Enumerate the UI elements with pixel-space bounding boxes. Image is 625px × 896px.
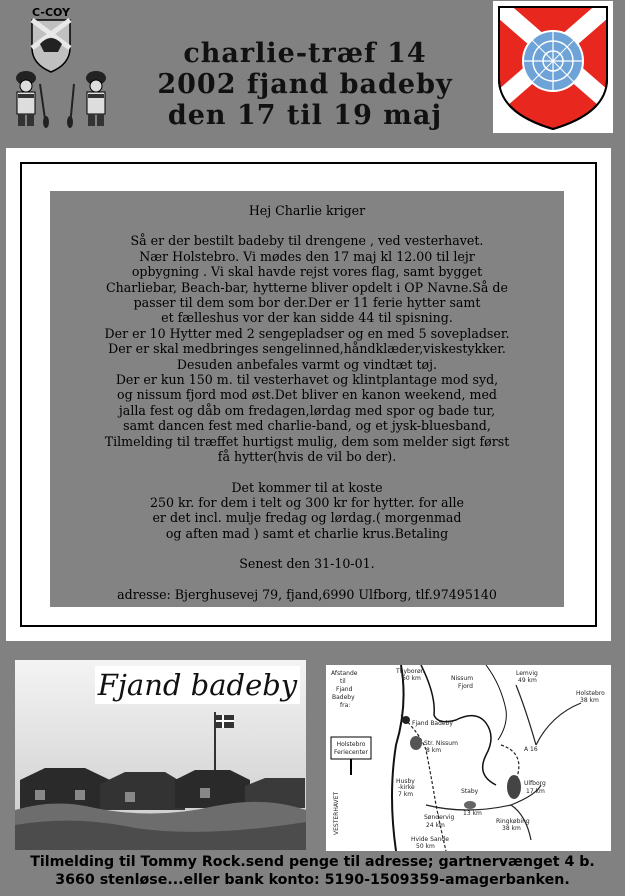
letter-line: og nissum fjord mod øst.Det bliver en kanon weekend, med [117, 387, 497, 403]
letter-line: Der er 10 Hytter med 2 sengepladser og en med 5 sovepladser. [104, 325, 510, 341]
un-crest-icon [493, 1, 613, 133]
c-coy-logo [2, 2, 120, 130]
letter-line: Tilmelding til træffet hurtigst mulig, dem som melder sigt først [104, 433, 510, 449]
header-dates: den 17 til 19 maj [167, 100, 443, 131]
map-label: 13 km [463, 810, 482, 817]
header-location: 2002 fjand badeby [157, 69, 453, 100]
letter-line: få hytter(hvis de vil bo der). [217, 449, 397, 465]
map-label: 17 km [526, 788, 545, 795]
footer-note [0, 853, 625, 889]
letter-line: og aften mad ) samt et charlie krus.Betaling [165, 525, 449, 541]
letter-address: adresse: Bjerghusevej 79, fjand,6990 Ulfborg, tlf.97495140 [117, 586, 497, 602]
map-label: 24 km [426, 822, 445, 829]
map-label: Søndervig [424, 814, 455, 821]
letter-line: passer til dem som bor der.Der er 11 ferie hytter samt [133, 295, 481, 311]
map-label: 60 km [402, 675, 421, 682]
map-label: fra: [340, 702, 351, 709]
map-label: Ringkøbing [496, 818, 530, 825]
map-label: Ulfborg [524, 780, 546, 787]
map-label: Lemvig [516, 670, 538, 677]
letter-deadline: Senest den 31-10-01. [239, 556, 375, 572]
map-label: Hvide Sande [411, 836, 449, 843]
footer-line: Tilmelding til Tommy Rock.send penge til adresse; gartnervænget 4 b. [30, 854, 595, 870]
footer-line: 3660 stenløse...eller bank konto: 5190-1509359-amagerbanken. [55, 872, 570, 888]
map-label: 38 km [580, 697, 599, 704]
map-label: Feriecenter [334, 749, 368, 756]
map-label: Holstebro [576, 690, 605, 697]
letter-line: Der er kun 150 m. til vesterhavet og klintplantage mod syd, [115, 372, 499, 388]
map-label: Staby [461, 788, 479, 795]
map-label: Thyborøn [396, 668, 425, 675]
map-label: Afstande [331, 670, 358, 677]
photo-title: Fjand badeby [95, 666, 300, 704]
map-label: Nissum [451, 675, 474, 682]
map-label: Badeby [332, 694, 355, 701]
map-label: Husby [396, 778, 415, 785]
map-label: Fjand [336, 686, 353, 693]
event-header [120, 38, 490, 131]
map-label: Fjord [458, 683, 473, 690]
letter-line: Det kommer til at koste [231, 479, 383, 495]
directions-map [326, 665, 611, 851]
letter-line: Charliebar, Beach-bar, hytterne bliver opdelt i OP Navne.Så de [106, 279, 508, 295]
letter-line: Desuden anbefales varmt og vindtæt tøj. [176, 356, 438, 372]
letter-line: jalla fest og dåb om fredagen,lørdag med spor og bade tur, [118, 402, 496, 418]
letter-line: 250 kr. for dem i telt og 300 kr for hytter. for alle [149, 494, 464, 510]
map-label: 8 km [426, 747, 442, 754]
map-label: 7 km [398, 791, 414, 798]
letter-line: samt dancen fest med charlie-band, og et jysk-bluesband, [123, 418, 491, 434]
map-label: 49 km [518, 677, 537, 684]
invitation-letter [50, 191, 564, 607]
letter-line: Så er der bestilt badeby til drengene , ved vesterhavet. [130, 233, 484, 249]
map-label: -kirke [398, 784, 415, 791]
letter-line: Nær Holstebro. Vi mødes den 17 maj kl 12.00 til lejr [139, 248, 475, 264]
map-label: A 16 [524, 746, 538, 753]
map-label: Holstebro [336, 741, 366, 748]
map-label: til [340, 678, 346, 685]
soldier-left-icon [16, 71, 49, 128]
logo-label: C-COY [32, 6, 70, 19]
map-label: 38 km [502, 825, 521, 832]
badeby-photo [15, 660, 306, 850]
letter-line: opbygning . Vi skal havde rejst vores flag, samt bygget [131, 264, 483, 280]
letter-greeting: Hej Charlie kriger [248, 203, 366, 218]
letter-line: et fælleshus vor der kan sidde 44 til spisning. [161, 310, 453, 326]
map-label: Str. Nissum [424, 740, 458, 747]
soldier-right-icon [67, 71, 106, 128]
header-title: charlie-træf 14 [183, 38, 427, 69]
map-label: 50 km [416, 843, 435, 850]
letter-line: Der er skal medbringes sengelinned,håndklæder,viskestykker. [108, 341, 506, 357]
letter-line: er det incl. mulje fredag og lørdag.( morgenmad [152, 510, 462, 526]
map-label: VESTERHAVET [333, 791, 340, 835]
map-label: Fjand Badeby [412, 720, 453, 727]
